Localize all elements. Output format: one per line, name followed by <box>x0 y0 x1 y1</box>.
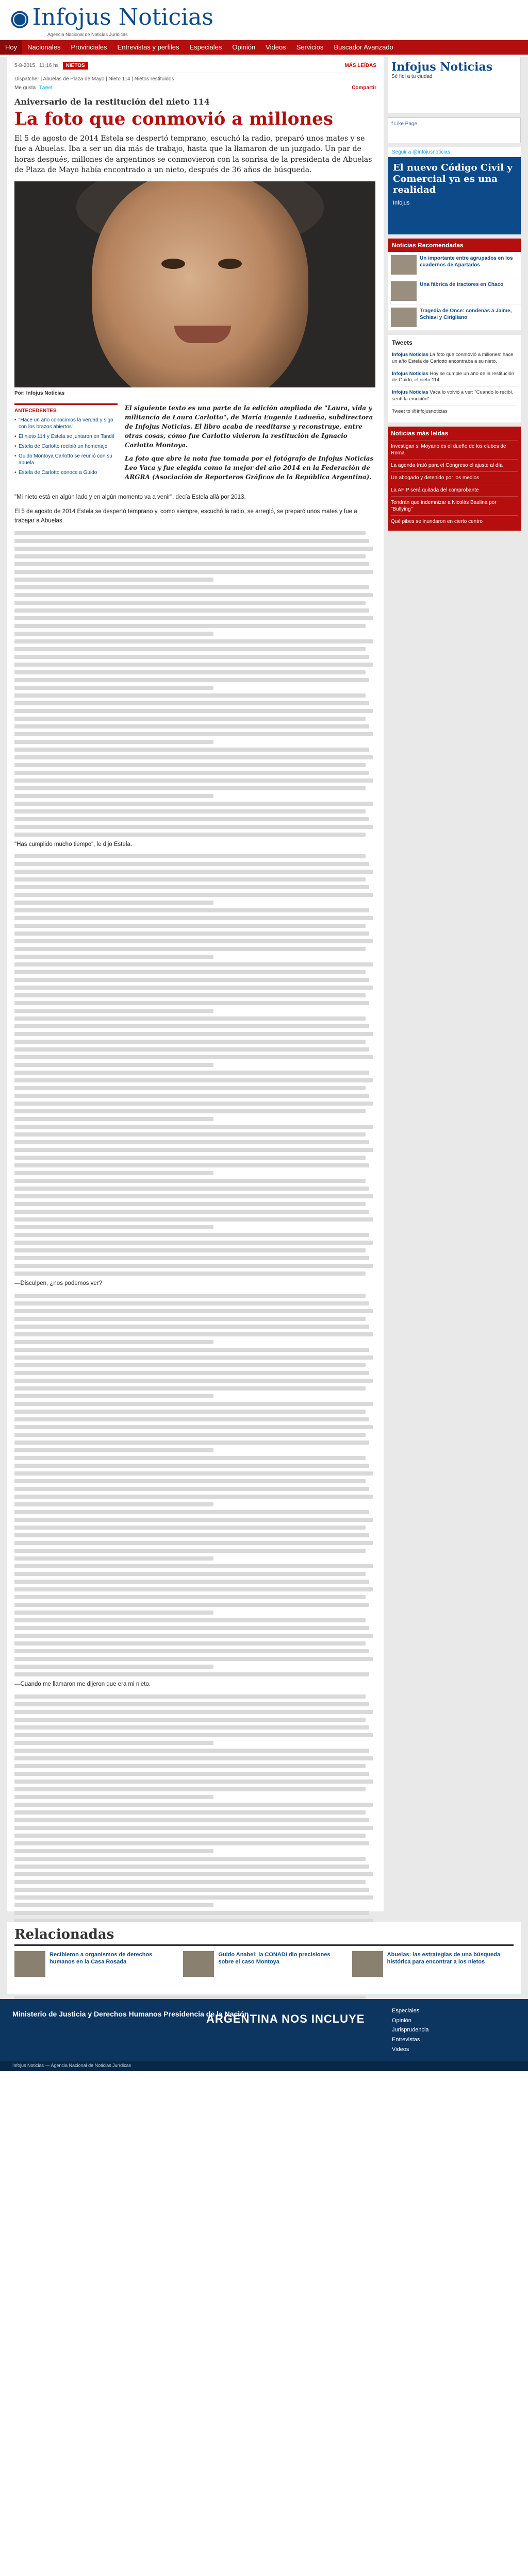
highlight-paragraph: La foto que abre la nota fue tomada por el fotógrafo de Infojus Noticias Leo Vaca y fue elegida como la mejor del año 2014 en la Federación de ARGRA (Asociación de Reporteros Gráficos de la República Argentina). <box>125 455 374 481</box>
related-card[interactable] <box>14 1951 176 1977</box>
text-line <box>14 1117 213 1121</box>
related-card-title: Recibieron a organismos de derechos humanos en la Casa Rosada <box>50 1952 153 1965</box>
article-lead: El 5 de agosto de 2014 Estela se despertó temprano, escuchó la radio, preparó unos mates y se fue a Abuelas. Iba a ser un día más de trabajo, hasta que la llamaron de un juzgado. Un par de horas después, millones de argentinos se conmovieron con la sonrisa de la presidenta de Abuelas de Plaza de Mayo había encontrado a un nieto, después de 36 años de búsqueda. <box>14 134 372 174</box>
related-card[interactable] <box>183 1951 344 1977</box>
tweets-widget <box>388 335 521 422</box>
text-line <box>14 854 366 858</box>
text-line <box>14 1849 213 1853</box>
text-line <box>14 1109 366 1113</box>
text-line <box>14 1125 373 1129</box>
text-line <box>14 862 369 866</box>
text-line <box>14 1471 373 1476</box>
text-line <box>14 1417 369 1421</box>
text-line <box>14 1233 369 1237</box>
article-meta <box>14 62 376 73</box>
most-read-item[interactable]: La agenda trató para el Congreso el ajuste al día <box>391 459 518 471</box>
text-line <box>14 562 369 566</box>
text-line <box>14 1225 213 1229</box>
text-line <box>14 1818 369 1822</box>
text-line <box>14 585 369 589</box>
tweet-user: Infojus Noticias <box>392 352 428 358</box>
text-line <box>14 802 373 806</box>
text-line <box>14 1156 366 1160</box>
text-line <box>14 1425 373 1429</box>
related-thumbnail <box>352 1951 383 1977</box>
text-line <box>14 1872 373 1876</box>
text-line <box>14 678 369 682</box>
text-line <box>14 1857 366 1861</box>
text-line <box>14 986 373 990</box>
most-read-item[interactable]: Un abogado y detenido por los medios <box>391 471 518 484</box>
text-line <box>14 1440 369 1445</box>
recommended-item[interactable] <box>388 252 521 278</box>
text-line <box>14 1325 369 1329</box>
related-link[interactable]: • "Hace un año conocimos la verdad y sigo con los brazos abiertos" <box>14 417 118 430</box>
text-line <box>14 593 373 597</box>
text-line <box>14 1764 366 1768</box>
site-footer <box>0 1999 528 2061</box>
tweet-button[interactable]: Tweet <box>39 85 53 91</box>
body-text-block <box>14 854 376 1276</box>
text-line <box>14 1348 369 1352</box>
text-line <box>14 1171 213 1175</box>
text-line <box>14 1016 366 1021</box>
text-line <box>14 1009 213 1013</box>
text-line <box>14 655 369 659</box>
text-line <box>14 709 373 713</box>
text-line <box>14 962 373 967</box>
promo-title: El nuevo Código Civil y Comercial ya es una realidad <box>393 162 513 196</box>
text-line <box>14 539 369 543</box>
news-title: Un importante entre agrupados en los cuadernos de Apartados <box>420 256 513 268</box>
nav-item-opinion[interactable]: Opinión <box>232 43 256 51</box>
breadcrumb-share <box>14 76 376 82</box>
text-line <box>14 1888 369 1892</box>
footer-link[interactable]: Videos <box>392 2046 409 2053</box>
text-line <box>14 870 373 874</box>
text-line <box>14 1725 369 1730</box>
text-line <box>14 701 369 705</box>
fb-like-button[interactable]: Me gusta <box>14 85 36 91</box>
highlight-paragraph: El siguiente texto es una parte de la edición ampliada de "Laura, vida y militancia de Laura Carlotto", de María Eugenia Ludueña, subdirectora de Infojus Noticias. El libro acaba de reeditarse y reconstruye, entre otras cosas, cómo fue Carlotto vivieron la restitución de Ignacio Carlotto Montoya. <box>125 404 373 449</box>
tweet-to-link[interactable]: Tweet to @infojusnoticias <box>392 406 517 418</box>
most-read-item[interactable]: Qué pibes se inundaron en cierto centro <box>391 515 518 528</box>
text-line <box>14 1665 213 1669</box>
text-line <box>14 1826 373 1830</box>
body-paragraph: —Disculpen, ¿nos podemos ver? <box>14 1280 103 1287</box>
main-nav <box>0 40 528 55</box>
text-line <box>14 1603 369 1607</box>
text-line <box>14 1841 369 1845</box>
article-tag[interactable]: NIETOS <box>63 62 88 70</box>
logo-mark-icon: ◉ <box>10 6 29 30</box>
text-line <box>14 1179 366 1183</box>
text-line <box>14 1187 369 1191</box>
text-line <box>14 1710 373 1714</box>
nav-item-entrevistas[interactable]: Entrevistas y perfiles <box>117 43 179 51</box>
related-title: ANTECEDENTES <box>14 408 57 414</box>
logo-text: Infojus Noticias <box>32 4 213 30</box>
most-read-item[interactable]: Investigan si Moyano es el dueño de los clubes de Roma <box>391 440 518 459</box>
text-line <box>14 601 366 605</box>
text-line <box>14 1202 366 1206</box>
news-thumbnail <box>391 281 417 301</box>
text-line <box>14 531 366 535</box>
twitter-follow-link[interactable]: Seguir a @infojusnoticias <box>388 147 521 157</box>
text-line <box>14 1301 369 1306</box>
text-line <box>14 970 366 974</box>
recommended-news <box>388 239 521 331</box>
text-line <box>14 1580 369 1584</box>
recommended-head: Noticias Recomendadas <box>388 239 521 252</box>
article-kicker: Aniversario de la restitución del nieto 114 <box>14 97 210 107</box>
fb-like-page-button[interactable]: Like Page <box>394 121 418 127</box>
text-line <box>14 1487 369 1491</box>
article-time: 11:16 hs <box>39 63 59 69</box>
text-line <box>14 893 373 897</box>
article-photo <box>14 181 375 387</box>
related-link[interactable]: • Guido Montoya Carlotto se reunió con su abuela <box>14 453 118 466</box>
article-column <box>7 57 384 1911</box>
text-line <box>14 1733 373 1737</box>
share-button[interactable]: Compartir <box>352 85 376 91</box>
text-line <box>14 1163 369 1167</box>
text-line <box>14 1448 213 1452</box>
nav-item-videos[interactable]: Videos <box>266 43 286 51</box>
text-line <box>14 947 366 951</box>
nav-item-servicios[interactable]: Servicios <box>296 43 324 51</box>
text-line <box>14 608 369 613</box>
breadcrumb[interactable]: Dispatcher | Abuelas de Plaza de Mayo | Nieto 114 | Nietos restituidos <box>14 76 174 82</box>
text-line <box>14 1564 373 1568</box>
footer-ministry[interactable]: Ministerio de Justicia y Derechos Humanos Presidencia de la Nación <box>12 2010 249 2018</box>
text-line <box>14 1641 366 1646</box>
article-date: 5-8-2015 <box>14 63 36 69</box>
text-line <box>14 1340 213 1344</box>
site-header <box>0 0 528 57</box>
nav-item-especiales[interactable]: Especiales <box>189 43 222 51</box>
text-line <box>14 740 213 744</box>
text-line <box>14 1433 366 1437</box>
body-paragraph: "Mi nieto está en algún lado y en algún momento va a venir", decía Estela allá por 2013. <box>14 494 246 501</box>
text-line <box>14 1086 366 1090</box>
text-line <box>14 1649 369 1653</box>
text-line <box>14 1241 373 1245</box>
text-line <box>14 1194 373 1198</box>
text-line <box>14 1587 373 1591</box>
tweet-item[interactable] <box>392 349 517 368</box>
text-line <box>14 1063 213 1067</box>
related-section <box>7 1922 521 1994</box>
text-line <box>14 1772 369 1776</box>
text-line <box>14 833 366 837</box>
text-line <box>14 1657 373 1661</box>
text-line <box>14 1541 373 1545</box>
text-line <box>14 1672 369 1676</box>
text-line <box>14 1718 366 1722</box>
text-line <box>14 1741 213 1745</box>
text-line <box>14 1533 369 1537</box>
article-title: La foto que conmovió a millones <box>14 109 333 129</box>
text-line <box>14 1865 369 1869</box>
photo-smile <box>174 326 231 343</box>
recommended-item[interactable] <box>388 304 521 331</box>
blank-area <box>0 2071 528 2576</box>
text-line <box>14 1803 373 1807</box>
body-paragraph: El 5 de agosto de 2014 Estela se despertó temprano y, como siempre, escuchó la radio, se arregló, se preparó unos mates y fue a trabajar a Abuelas. <box>14 509 357 524</box>
text-line <box>14 1895 373 1900</box>
text-line <box>14 763 366 767</box>
text-line <box>14 1101 373 1106</box>
body-text-block <box>14 531 376 837</box>
tweet-user: Infojus Noticias <box>392 370 428 377</box>
text-line <box>14 1094 369 1098</box>
text-line <box>14 1834 366 1838</box>
text-line <box>14 663 373 667</box>
text-line <box>14 1272 366 1276</box>
text-line <box>14 955 213 959</box>
text-line <box>14 978 369 982</box>
text-line <box>14 1702 369 1706</box>
text-line <box>14 1132 366 1137</box>
news-title: Una fábrica de tractores en Chaco <box>420 282 504 287</box>
most-read-news <box>388 427 521 531</box>
text-line <box>14 547 373 551</box>
facebook-widget[interactable] <box>388 117 521 143</box>
related-card-title: Abuelas: las estrategias de una búsqueda histórica para encontrar a los nietos <box>387 1952 501 1965</box>
text-line <box>14 693 366 698</box>
text-line <box>14 1464 369 1468</box>
footer-link[interactable]: Entrevistas <box>392 2037 420 2043</box>
text-line <box>14 1549 366 1553</box>
text-line <box>14 732 373 736</box>
text-line <box>14 931 369 936</box>
text-line <box>14 647 366 651</box>
related-section-title: Relacionadas <box>14 1927 514 1946</box>
sidebar-banner-sub: Sé fiel a tu ciudad <box>391 74 433 79</box>
most-read-item[interactable]: Tendrán que indemnizar a Nicolás Baulina por "Bullying" <box>391 496 518 515</box>
body-paragraph: "Has cumplido mucho tiempo", le dijo Estela. <box>14 841 133 848</box>
text-line <box>14 1140 369 1144</box>
text-line <box>14 639 373 643</box>
most-read-head: Noticias más leídas <box>391 429 449 437</box>
text-line <box>14 809 366 814</box>
text-line <box>14 1634 373 1638</box>
text-line <box>14 1379 373 1383</box>
site-logo[interactable] <box>10 4 213 37</box>
tweet-text: Hoy se cumple un año de la restitución de Guido, el nieto 114. <box>392 370 515 383</box>
text-line <box>14 1810 366 1815</box>
text-line <box>14 1795 213 1799</box>
text-line <box>14 1248 366 1252</box>
text-line <box>14 885 369 889</box>
text-line <box>14 1317 366 1321</box>
text-line <box>14 1756 373 1760</box>
text-line <box>14 1780 373 1784</box>
recommended-item[interactable] <box>388 278 521 304</box>
text-line <box>14 717 366 721</box>
text-line <box>14 1456 366 1460</box>
text-line <box>14 1880 366 1884</box>
related-link[interactable]: • El nieto 114 y Estela se juntaron en Tandil <box>14 433 118 440</box>
tweets-head: Tweets <box>392 339 412 346</box>
text-line <box>14 578 213 582</box>
related-list <box>14 403 118 486</box>
text-line <box>14 786 366 790</box>
text-line <box>14 939 373 943</box>
text-line <box>14 748 369 752</box>
photo-face <box>92 181 308 387</box>
footer-bottom: Infojus Noticias — Agencia Nacional de Noticias Jurídicas <box>0 2061 528 2071</box>
related-thumbnail <box>183 1951 214 1977</box>
text-line <box>14 1402 373 1406</box>
text-line <box>14 993 366 997</box>
text-line <box>14 1024 369 1028</box>
text-line <box>14 908 369 912</box>
text-line <box>14 1611 213 1615</box>
related-link[interactable]: • Estela de Carlotto recibió un homenaje <box>14 443 118 450</box>
text-line <box>14 1363 366 1367</box>
text-line <box>14 624 366 628</box>
share-bar <box>14 85 376 91</box>
news-thumbnail <box>391 255 417 275</box>
related-card[interactable] <box>352 1951 514 1977</box>
nav-item-buscador[interactable]: Buscador Avanzado <box>334 43 393 51</box>
fb-icon: f <box>391 121 393 127</box>
tweet-user: Infojus Noticias <box>392 389 428 396</box>
article-aside <box>14 403 376 486</box>
text-line <box>14 1032 373 1036</box>
text-line <box>14 1040 366 1044</box>
text-line <box>14 570 373 574</box>
nav-item-nacionales[interactable]: Nacionales <box>27 43 61 51</box>
text-line <box>14 1355 373 1360</box>
text-line <box>14 794 213 798</box>
highlight-text <box>125 403 376 486</box>
text-line <box>14 1148 373 1152</box>
text-line <box>14 632 213 636</box>
text-line <box>14 1410 366 1414</box>
nav-item-provinciales[interactable]: Provinciales <box>71 43 107 51</box>
photo-caption: Por: Infojus Noticias <box>14 391 65 397</box>
body-text-block <box>14 1294 376 1676</box>
text-line <box>14 1055 373 1059</box>
most-read-link[interactable]: MÁS LEÍDAS <box>344 63 376 69</box>
text-line <box>14 1371 369 1375</box>
text-line <box>14 1264 373 1268</box>
nav-item-hoy[interactable]: Hoy <box>0 40 22 55</box>
text-line <box>14 1210 369 1214</box>
tweet-text: La foto que conmovió a millones: hace un año Estela de Carlotto encontraba a su nieto. <box>392 352 514 364</box>
text-line <box>14 1618 366 1622</box>
text-line <box>14 1572 366 1576</box>
text-line <box>14 901 213 905</box>
text-line <box>14 771 369 775</box>
text-line <box>14 1502 213 1506</box>
tweet-item[interactable] <box>392 368 517 387</box>
footer-link[interactable]: Especiales <box>392 2008 420 2014</box>
text-line <box>14 1294 366 1298</box>
text-line <box>14 1526 366 1530</box>
text-line <box>14 877 366 882</box>
text-line <box>14 1309 373 1313</box>
tweet-text: Vaca lo volvió a ver: "Cuando lo recibí, sentí la emoción". <box>392 389 514 402</box>
text-line <box>14 817 369 821</box>
text-line <box>14 916 373 920</box>
text-line <box>14 1479 366 1483</box>
related-card-title: Guido Anabel: la CONADI dio precisiones sobre el caso Montoya <box>218 1952 331 1965</box>
related-thumbnail <box>14 1951 45 1977</box>
footer-slogan: ARGENTINA NOS INCLUYE <box>206 2012 365 2025</box>
text-line <box>14 1595 366 1599</box>
logo-subtitle: Agencia Nacional de Noticias Jurídicas <box>47 32 128 37</box>
most-read-item[interactable]: La AFIP será quitada del comprobante <box>391 484 518 496</box>
text-line <box>14 1332 373 1336</box>
text-line <box>14 1694 366 1699</box>
text-line <box>14 1626 369 1630</box>
text-line <box>14 1047 369 1052</box>
body-paragraph: —Cuando me llamaron me dijeron que era mi nieto. <box>14 1681 151 1688</box>
text-line <box>14 1071 369 1075</box>
news-thumbnail <box>391 308 417 327</box>
text-line <box>14 1256 369 1260</box>
footer-link[interactable]: Opinión <box>392 2017 411 2024</box>
text-line <box>14 755 373 759</box>
text-line <box>14 1394 213 1398</box>
text-line <box>14 825 373 829</box>
text-line <box>14 1518 373 1522</box>
tweet-item[interactable] <box>392 387 517 406</box>
text-line <box>14 1386 366 1391</box>
sidebar-banner[interactable] <box>388 57 521 113</box>
text-line <box>14 724 369 728</box>
footer-link[interactable]: Jurisprudencia <box>392 2027 429 2033</box>
text-line <box>14 1078 373 1082</box>
codigo-civil-promo[interactable] <box>388 157 521 234</box>
sidebar <box>388 57 521 1911</box>
text-line <box>14 1217 373 1222</box>
text-line <box>14 1495 373 1499</box>
text-line <box>14 1911 369 1915</box>
text-line <box>14 686 213 690</box>
text-line <box>14 1903 213 1907</box>
text-line <box>14 1510 369 1514</box>
text-line <box>14 554 366 558</box>
text-line <box>14 616 373 620</box>
text-line <box>14 1001 369 1005</box>
news-title: Tragedia de Once: condenas a Jaime, Schiavi y Cirigliano <box>420 308 512 320</box>
text-line <box>14 670 366 674</box>
footer-links <box>392 2006 429 2054</box>
text-line <box>14 924 366 928</box>
related-link[interactable]: • Estela de Carlotto conoce a Guido <box>14 469 118 476</box>
text-line <box>14 778 373 783</box>
text-line <box>14 1556 213 1561</box>
promo-subtitle: Infojus <box>393 199 410 206</box>
text-line <box>14 1749 369 1753</box>
text-line <box>14 1787 366 1791</box>
sidebar-banner-title: Infojus Noticias <box>391 60 493 74</box>
